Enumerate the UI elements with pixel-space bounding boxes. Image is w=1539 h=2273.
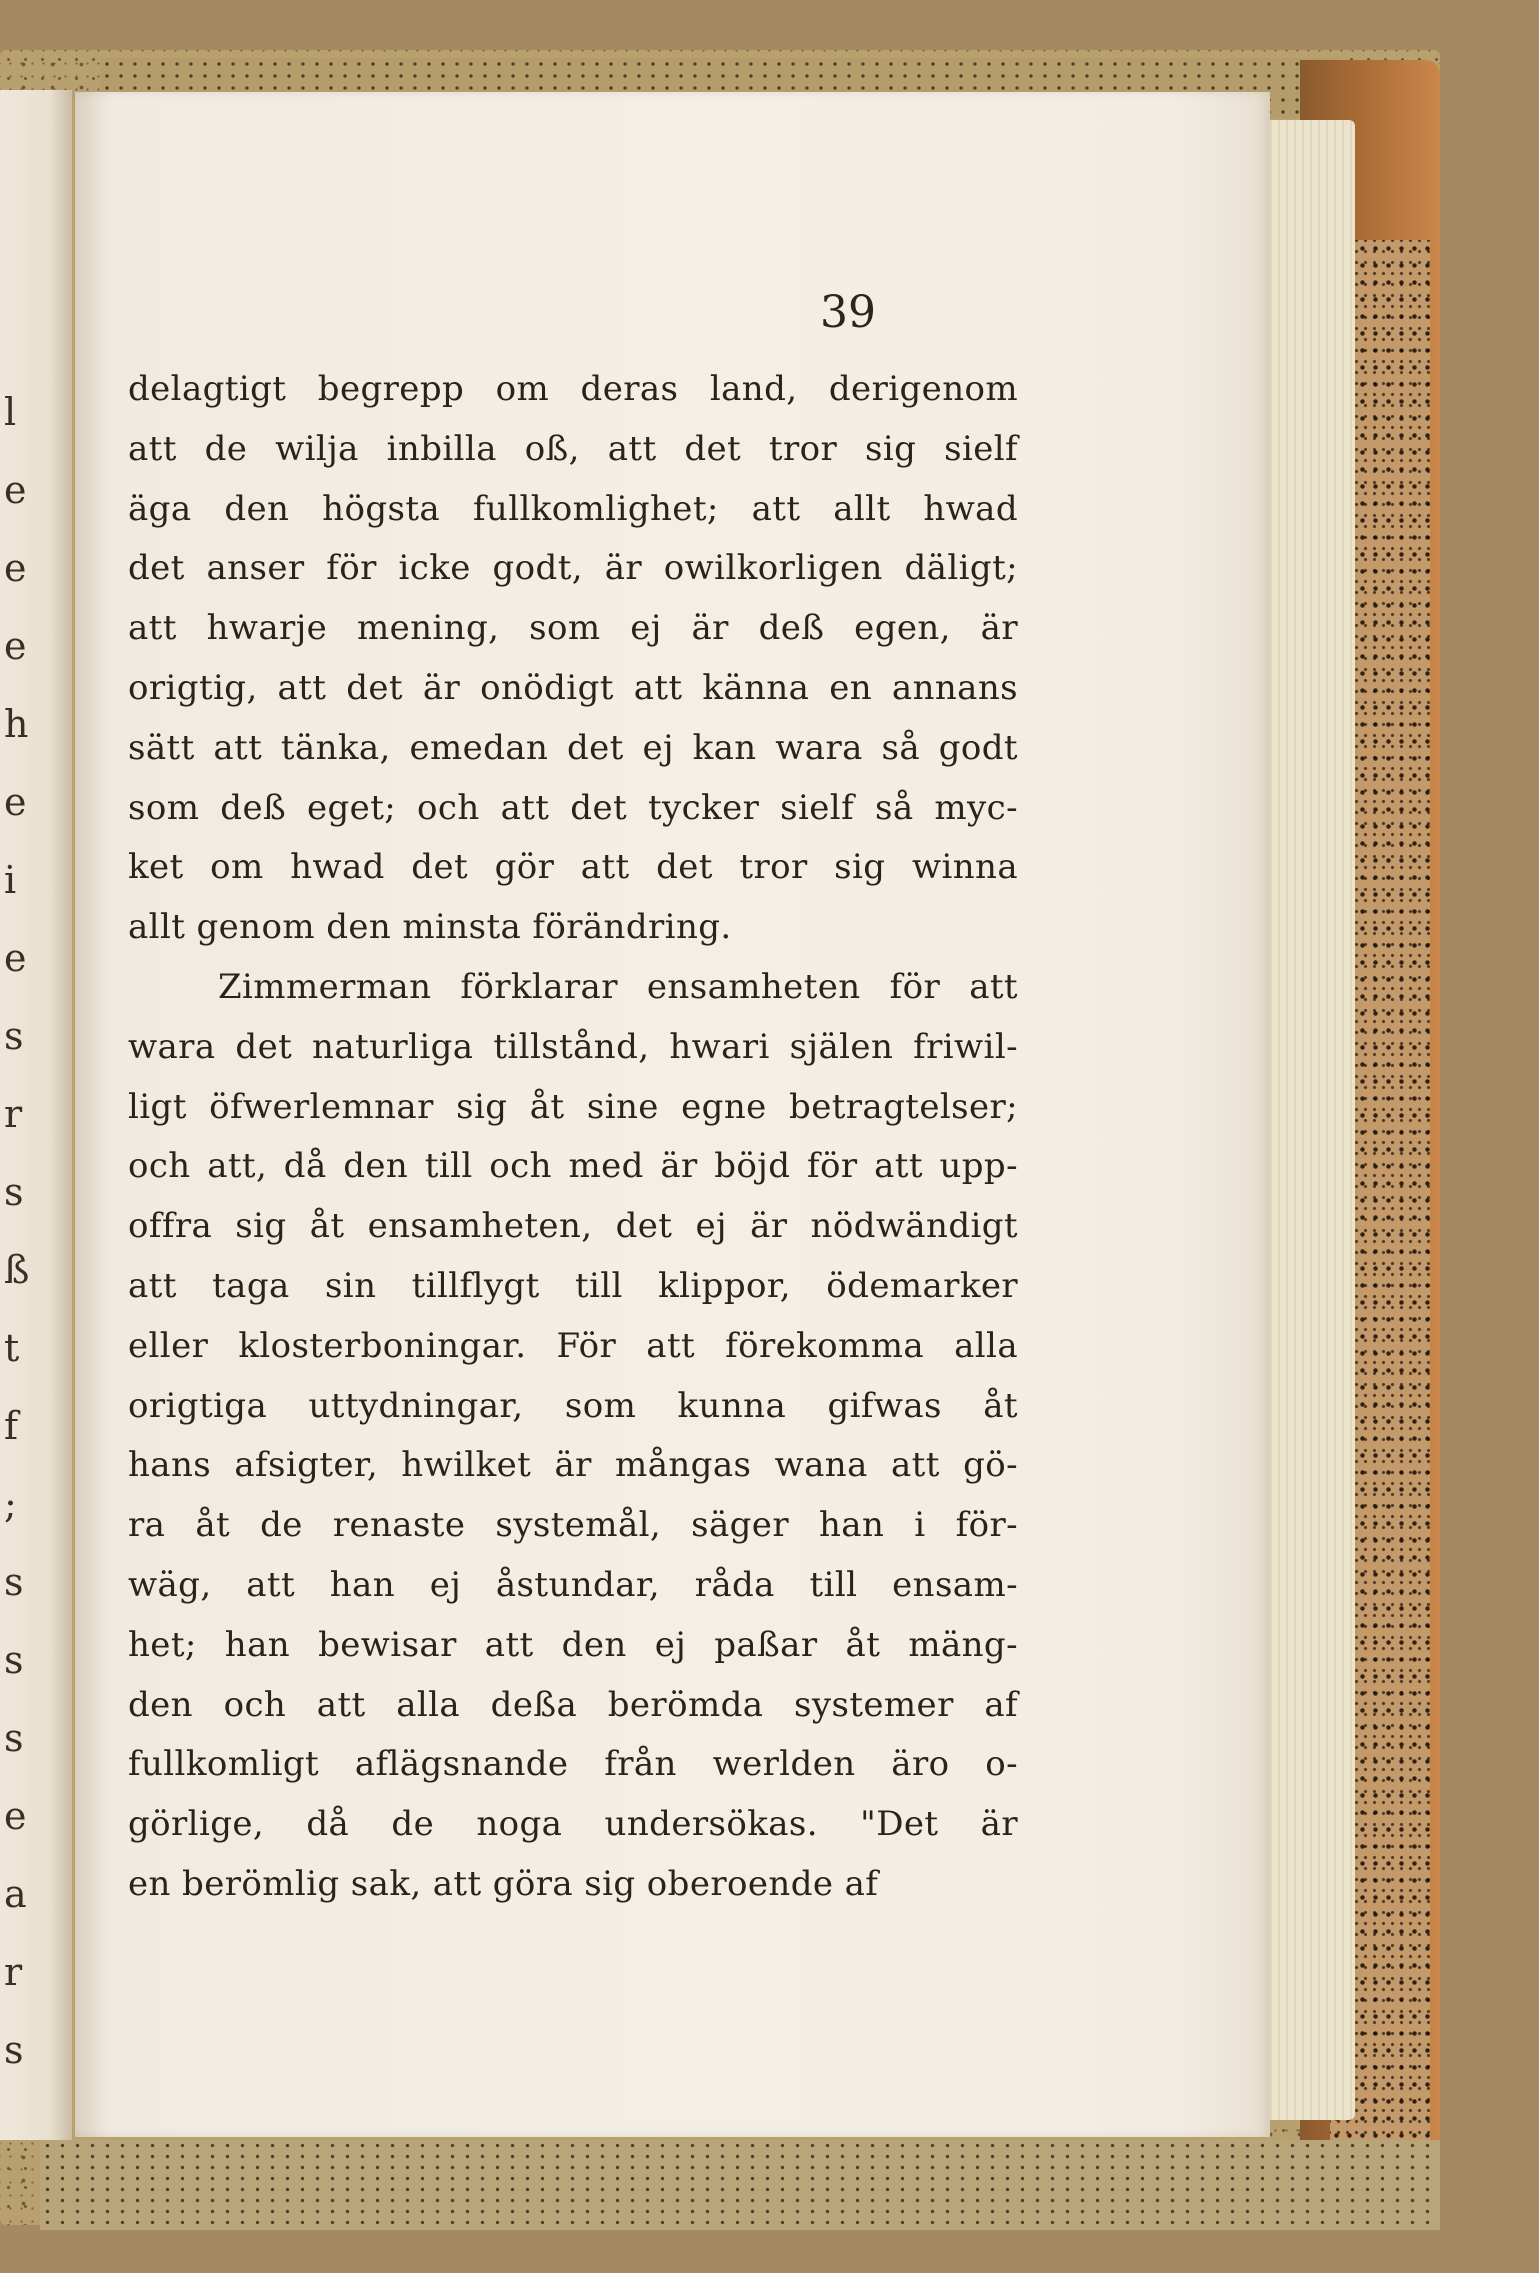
text-line: det anser för icke godt, är owilkorligen däligt;: [128, 548, 1018, 589]
book-page: [75, 92, 1270, 2137]
text-line: wara det naturliga tillstånd, hwari själen friwil-: [128, 1026, 1018, 1067]
previous-page-glyph: r: [4, 1950, 23, 1994]
text-line: eller klosterboningar. För att förekomma alla: [128, 1325, 1018, 1366]
text-line: wäg, att han ej åstundar, råda till ensam-: [128, 1564, 1018, 1605]
page-number: 39: [820, 287, 876, 338]
previous-page-glyph: a: [4, 1872, 27, 1916]
previous-page-glyph: s: [4, 1014, 24, 1058]
text-line: att hwarje mening, som ej är deß egen, är: [128, 608, 1018, 649]
text-line: görlige, då de noga undersökas. "Det är: [128, 1804, 1018, 1845]
previous-page-glyph: s: [4, 1716, 24, 1760]
previous-page-glyph: t: [4, 1326, 20, 1370]
text-line: allt genom den minsta förändring.: [128, 907, 732, 948]
text-line: fullkomligt aflägsnande från werlden äro o-: [128, 1744, 1018, 1785]
previous-page-glyph: ;: [4, 1482, 17, 1526]
text-line: delagtigt begrepp om deras land, derigenom: [128, 369, 1018, 409]
text-line: ligt öfwerlemnar sig åt sine egne betragtelser;: [128, 1086, 1018, 1127]
previous-page-glyph: e: [4, 546, 27, 590]
text-line: ra åt de renaste systemål, säger han i för-: [128, 1505, 1018, 1546]
previous-page-glyph: i: [4, 858, 17, 902]
previous-page-fragments: [0, 90, 60, 2140]
previous-page-glyph: s: [4, 1560, 24, 1604]
previous-page-glyph: h: [4, 702, 29, 746]
previous-page-glyph: e: [4, 1794, 27, 1838]
text-line: origtiga uttydningar, som kunna gifwas åt: [128, 1385, 1018, 1426]
page-edges-stack: [1265, 120, 1355, 2120]
text-line: äga den högsta fullkomlighet; att allt hwad: [128, 488, 1018, 529]
text-line: ket om hwad det gör att det tror sig winna: [128, 847, 1018, 888]
text-line: och att, då den till och med är böjd för att upp-: [128, 1146, 1018, 1187]
text-line: Zimmerman förklarar ensamheten för att: [218, 966, 1018, 1007]
text-line: hans afsigter, hwilket är mångas wana att gö-: [128, 1445, 1018, 1486]
previous-page-glyph: ß: [4, 1248, 30, 1292]
text-line: en berömlig sak, att göra sig oberoende af: [128, 1863, 879, 1904]
text-line: origtig, att det är onödigt att känna en annans: [128, 667, 1018, 708]
previous-page-glyph: s: [4, 1638, 24, 1682]
text-line: offra sig åt ensamheten, det ej är nödwändigt: [128, 1206, 1018, 1247]
previous-page-glyph: e: [4, 468, 27, 512]
text-line: att taga sin tillflygt till klippor, ödemarker: [128, 1265, 1018, 1306]
previous-page-glyph: e: [4, 780, 27, 824]
previous-page-strip: [0, 90, 72, 2140]
page-text: [128, 360, 1018, 1915]
previous-page-glyph: s: [4, 2028, 24, 2072]
text-line: den och att alla deßa berömda systemer af: [128, 1684, 1018, 1725]
previous-page-glyph: l: [4, 390, 17, 434]
previous-page-glyph: e: [4, 936, 27, 980]
previous-page-glyph: e: [4, 624, 27, 668]
previous-page-glyph: s: [4, 1170, 24, 1214]
cover-bottom-edge: [40, 2140, 1440, 2230]
previous-page-glyph: f: [4, 1404, 19, 1448]
text-line: sätt att tänka, emedan det ej kan wara så godt: [128, 727, 1018, 768]
text-line: att de wilja inbilla oß, att det tror sig sielf: [128, 428, 1018, 469]
text-line: het; han bewisar att den ej paßar åt mäng-: [128, 1624, 1018, 1665]
text-line: som deß eget; och att det tycker sielf så myc-: [128, 787, 1018, 828]
previous-page-glyph: r: [4, 1092, 23, 1136]
